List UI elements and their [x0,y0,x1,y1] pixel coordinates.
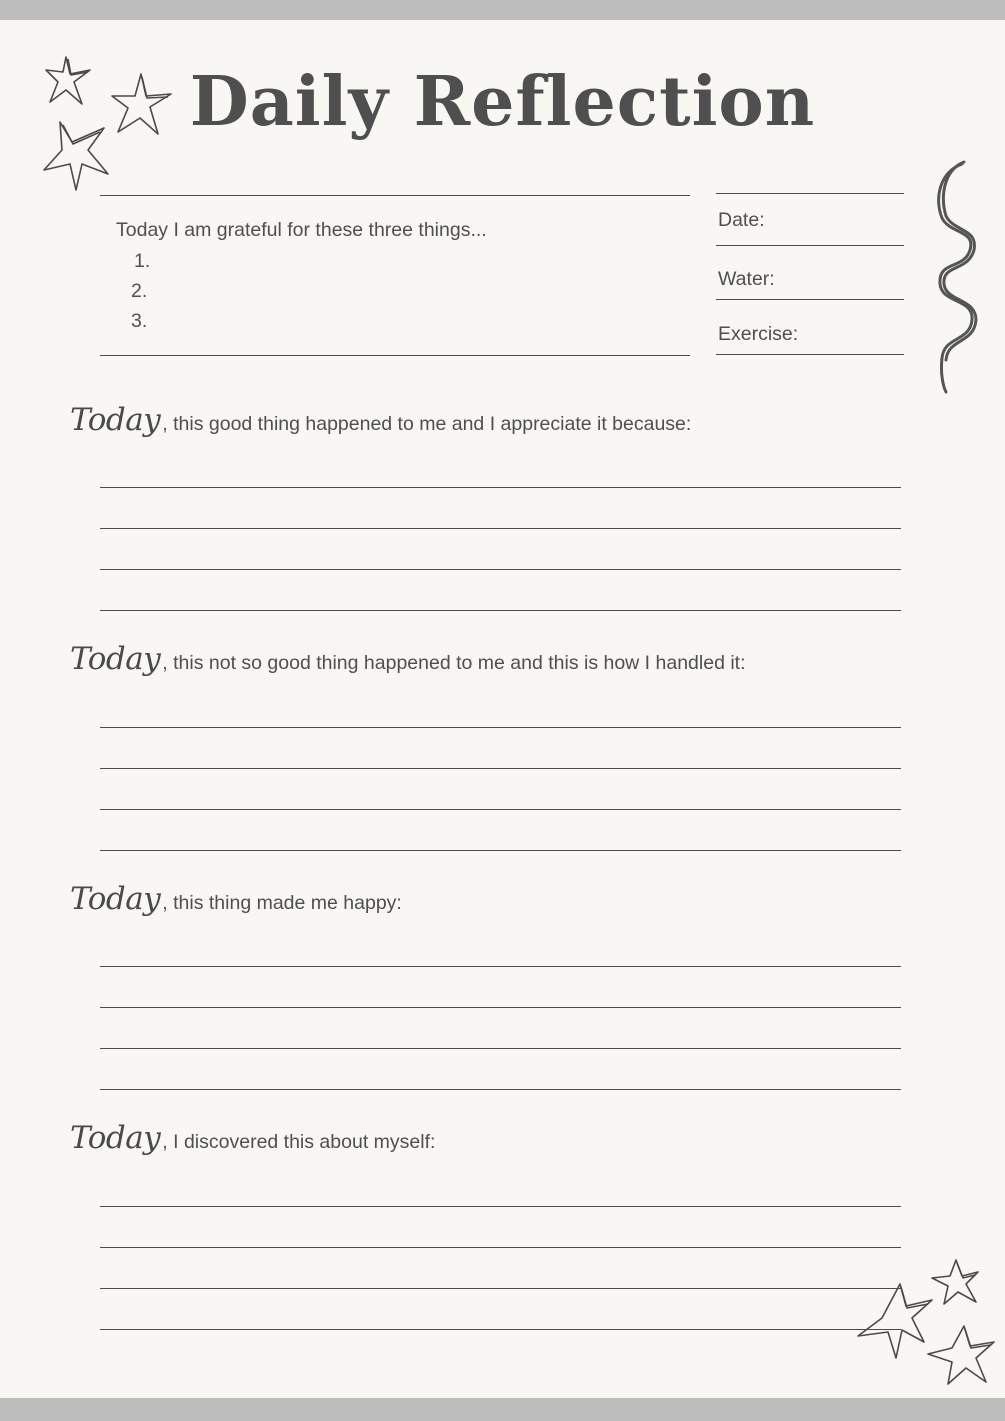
page-title: Daily Reflection [189,62,816,142]
date-label: Date: [718,209,765,231]
section-1-write-line[interactable] [100,610,901,611]
section-4-write-line[interactable] [100,1206,901,1207]
section-4-write-line[interactable] [100,1247,901,1248]
section-4-text: , I discovered this about myself: [162,1131,436,1153]
section-1-prompt [70,402,691,438]
section-2-write-line[interactable] [100,809,901,810]
exercise-field-line[interactable] [716,354,904,355]
section-1-today-script: Today [70,402,161,438]
section-2-write-line[interactable] [100,850,901,851]
water-label: Water: [718,268,775,290]
section-2-write-line[interactable] [100,768,901,769]
section-1-write-line[interactable] [100,528,901,529]
section-3-write-line[interactable] [100,966,901,967]
section-1-write-line[interactable] [100,569,901,570]
section-3-prompt [70,881,402,917]
section-4-write-line[interactable] [100,1329,901,1330]
section-3-write-line[interactable] [100,1007,901,1008]
gratitude-top-rule [100,195,690,196]
section-3-text: , this thing made me happy: [162,892,402,914]
section-2-text: , this not so good thing happened to me and this is how I handled it: [162,652,746,674]
section-1-write-line[interactable] [100,487,901,488]
tracker-top-rule [716,193,904,194]
section-3-today-script: Today [70,881,161,917]
section-4-write-line[interactable] [100,1288,901,1289]
section-3-write-line[interactable] [100,1089,901,1090]
gratitude-item-1: 1. [134,250,151,272]
section-2-today-script: Today [70,641,161,677]
stars-bottom-right-icon [852,1254,1000,1394]
section-2-prompt [70,641,746,677]
gratitude-bottom-rule [100,355,690,356]
gratitude-prompt: Today I am grateful for these three things... [116,219,487,241]
section-2-write-line[interactable] [100,727,901,728]
exercise-label: Exercise: [718,323,799,345]
section-1-text: , this good thing happened to me and I appreciate it because: [162,413,692,435]
water-field-line[interactable] [716,299,904,300]
section-3-write-line[interactable] [100,1048,901,1049]
section-4-today-script: Today [70,1120,161,1156]
gratitude-item-2: 2. [131,280,148,302]
gratitude-item-3: 3. [131,310,148,332]
section-4-prompt [70,1120,435,1156]
date-field-line[interactable] [716,245,904,246]
ribbon-swirl-icon [930,158,985,398]
